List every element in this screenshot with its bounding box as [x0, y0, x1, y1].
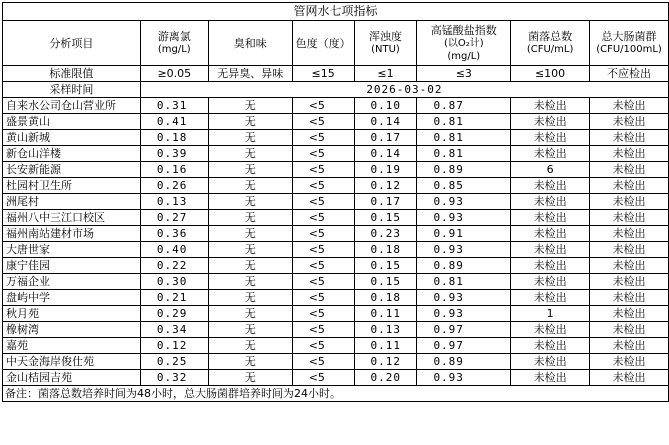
- table-row: [3, 178, 669, 194]
- table-row: [3, 370, 669, 386]
- footnote: 备注：菌落总数培养时间为48小时，总大肠菌群培养时间为24小时。: [3, 386, 669, 402]
- cell-permanganate: 0.93: [417, 194, 511, 210]
- cell-odor: 无: [208, 210, 292, 226]
- header-coliform-unit: (CFU/100mL): [596, 44, 662, 55]
- cell-permanganate: 0.85: [417, 178, 511, 194]
- header-permanganate-name: 高锰酸盐指数: [430, 23, 497, 37]
- cell-colony: 6: [511, 162, 590, 178]
- cell-chlorine: 0.30: [140, 274, 208, 290]
- cell-permanganate: 0.89: [417, 258, 511, 274]
- cell-site: 新仓山洋楼: [3, 146, 141, 162]
- standard-chlorine: ≥0.05: [140, 66, 208, 82]
- table-row: [3, 242, 669, 258]
- cell-colony: 未检出: [511, 338, 590, 354]
- cell-turbidity: 0.13: [354, 322, 417, 338]
- cell-permanganate: 0.93: [417, 306, 511, 322]
- cell-odor: 无: [208, 306, 292, 322]
- table-row: [3, 354, 669, 370]
- header-item: 分析项目: [3, 21, 141, 66]
- cell-permanganate: 0.91: [417, 226, 511, 242]
- cell-turbidity: 0.20: [354, 370, 417, 386]
- standard-turbidity: ≤1: [354, 66, 417, 82]
- cell-chlorine: 0.18: [140, 130, 208, 146]
- cell-coliform: 未检出: [590, 290, 669, 306]
- header-permanganate-basis: (以O₂计): [443, 37, 484, 49]
- cell-colony: 未检出: [511, 194, 590, 210]
- cell-turbidity: 0.11: [354, 338, 417, 354]
- cell-permanganate: 0.89: [417, 354, 511, 370]
- cell-coliform: 未检出: [590, 354, 669, 370]
- cell-coliform: 未检出: [590, 130, 669, 146]
- cell-chlorine: 0.12: [140, 338, 208, 354]
- table-row: [3, 98, 669, 114]
- cell-colony: 未检出: [511, 98, 590, 114]
- cell-colony: 1: [511, 306, 590, 322]
- header-odor: 臭和味: [208, 21, 292, 66]
- cell-turbidity: 0.15: [354, 274, 417, 290]
- cell-chlorine: 0.32: [140, 370, 208, 386]
- cell-color: <5: [292, 162, 354, 178]
- table-row: [3, 338, 669, 354]
- cell-colony: 未检出: [511, 274, 590, 290]
- cell-chlorine: 0.25: [140, 354, 208, 370]
- cell-odor: 无: [208, 178, 292, 194]
- header-chlorine-unit: (mg/L): [157, 44, 191, 55]
- cell-odor: 无: [208, 226, 292, 242]
- cell-permanganate: 0.89: [417, 162, 511, 178]
- header-turbidity-unit: (NTU): [371, 44, 400, 55]
- table-row: [3, 322, 669, 338]
- cell-turbidity: 0.15: [354, 258, 417, 274]
- data-rows: [3, 98, 669, 386]
- header-colony-name: 菌落总数: [528, 30, 573, 43]
- cell-coliform: 未检出: [590, 274, 669, 290]
- cell-color: <5: [292, 338, 354, 354]
- cell-coliform: 未检出: [590, 98, 669, 114]
- cell-site: 福州南站建材市场: [3, 226, 141, 242]
- header-colony: [511, 21, 590, 66]
- cell-color: <5: [292, 194, 354, 210]
- sampling-row: [3, 82, 669, 98]
- cell-chlorine: 0.34: [140, 322, 208, 338]
- cell-colony: 未检出: [511, 226, 590, 242]
- cell-permanganate: 0.93: [417, 242, 511, 258]
- standard-odor: 无异臭、异味: [208, 66, 292, 82]
- header-chlorine: [140, 21, 208, 66]
- cell-odor: 无: [208, 322, 292, 338]
- cell-chlorine: 0.41: [140, 114, 208, 130]
- cell-turbidity: 0.12: [354, 354, 417, 370]
- cell-color: <5: [292, 226, 354, 242]
- cell-site: 康宁佳园: [3, 258, 141, 274]
- cell-turbidity: 0.18: [354, 242, 417, 258]
- cell-site: 万福企业: [3, 274, 141, 290]
- cell-color: <5: [292, 274, 354, 290]
- cell-color: <5: [292, 146, 354, 162]
- cell-odor: 无: [208, 114, 292, 130]
- table-row: [3, 274, 669, 290]
- cell-odor: 无: [208, 162, 292, 178]
- cell-odor: 无: [208, 258, 292, 274]
- cell-odor: 无: [208, 146, 292, 162]
- cell-coliform: 未检出: [590, 338, 669, 354]
- cell-site: 大唐世家: [3, 242, 141, 258]
- cell-turbidity: 0.10: [354, 98, 417, 114]
- cell-coliform: 未检出: [590, 226, 669, 242]
- cell-odor: 无: [208, 338, 292, 354]
- cell-coliform: 未检出: [590, 370, 669, 386]
- cell-colony: 未检出: [511, 354, 590, 370]
- cell-odor: 无: [208, 354, 292, 370]
- cell-colony: 未检出: [511, 210, 590, 226]
- table-row: [3, 130, 669, 146]
- cell-turbidity: 0.14: [354, 146, 417, 162]
- cell-site: 自来水公司仓山营业所: [3, 98, 141, 114]
- cell-site: 杜园村卫生所: [3, 178, 141, 194]
- cell-odor: 无: [208, 98, 292, 114]
- cell-chlorine: 0.13: [140, 194, 208, 210]
- header-coliform-name: 总大肠菌群: [601, 30, 657, 43]
- cell-coliform: 未检出: [590, 178, 669, 194]
- header-permanganate: [417, 21, 511, 66]
- cell-chlorine: 0.22: [140, 258, 208, 274]
- table-row: [3, 210, 669, 226]
- standard-permanganate: ≤3: [417, 66, 511, 82]
- standard-row: [3, 66, 669, 82]
- table-row: [3, 114, 669, 130]
- cell-colony: 未检出: [511, 130, 590, 146]
- cell-turbidity: 0.12: [354, 178, 417, 194]
- cell-turbidity: 0.17: [354, 130, 417, 146]
- cell-site: 中天金海岸俊仕苑: [3, 354, 141, 370]
- header-chlorine-name: 游离氯: [157, 30, 191, 43]
- cell-site: 秋月苑: [3, 306, 141, 322]
- cell-odor: 无: [208, 370, 292, 386]
- sampling-label: 采样时间: [3, 82, 141, 98]
- cell-coliform: 未检出: [590, 258, 669, 274]
- cell-permanganate: 0.87: [417, 98, 511, 114]
- cell-color: <5: [292, 370, 354, 386]
- cell-colony: 未检出: [511, 178, 590, 194]
- note-row: [3, 386, 669, 402]
- cell-turbidity: 0.11: [354, 306, 417, 322]
- header-turbidity-name: 浑浊度: [368, 30, 402, 43]
- cell-coliform: 未检出: [590, 306, 669, 322]
- cell-site: 洲尾村: [3, 194, 141, 210]
- cell-color: <5: [292, 290, 354, 306]
- cell-chlorine: 0.40: [140, 242, 208, 258]
- table-row: [3, 226, 669, 242]
- cell-color: <5: [292, 354, 354, 370]
- header-turbidity: [354, 21, 417, 66]
- cell-site: 盛景黄山: [3, 114, 141, 130]
- cell-color: <5: [292, 306, 354, 322]
- cell-turbidity: 0.23: [354, 226, 417, 242]
- cell-colony: 未检出: [511, 290, 590, 306]
- standard-label: 标准限值: [3, 66, 141, 82]
- cell-color: <5: [292, 242, 354, 258]
- cell-permanganate: 0.81: [417, 146, 511, 162]
- cell-permanganate: 0.93: [417, 290, 511, 306]
- header-colony-unit: (CFU/mL): [526, 44, 574, 55]
- cell-odor: 无: [208, 290, 292, 306]
- cell-site: 盘屿中学: [3, 290, 141, 306]
- cell-turbidity: 0.17: [354, 194, 417, 210]
- cell-colony: 未检出: [511, 258, 590, 274]
- table-row: [3, 162, 669, 178]
- cell-coliform: 未检出: [590, 210, 669, 226]
- sampling-date: 2026-03-02: [140, 82, 668, 98]
- cell-odor: 无: [208, 130, 292, 146]
- table-row: [3, 306, 669, 322]
- cell-color: <5: [292, 114, 354, 130]
- cell-site: 福州八中三江口校区: [3, 210, 141, 226]
- cell-permanganate: 0.97: [417, 338, 511, 354]
- header-row: [3, 21, 669, 66]
- cell-chlorine: 0.36: [140, 226, 208, 242]
- title-row: [3, 3, 669, 21]
- cell-color: <5: [292, 130, 354, 146]
- cell-chlorine: 0.39: [140, 146, 208, 162]
- standard-colony: ≤100: [511, 66, 590, 82]
- cell-turbidity: 0.19: [354, 162, 417, 178]
- cell-permanganate: 0.81: [417, 274, 511, 290]
- table-title: 管网水七项指标: [3, 3, 669, 21]
- header-permanganate-unit: (mg/L): [447, 50, 481, 62]
- cell-chlorine: 0.31: [140, 98, 208, 114]
- cell-permanganate: 0.93: [417, 370, 511, 386]
- cell-turbidity: 0.18: [354, 290, 417, 306]
- cell-site: 金山桔园吉苑: [3, 370, 141, 386]
- cell-chlorine: 0.21: [140, 290, 208, 306]
- cell-colony: 未检出: [511, 114, 590, 130]
- table-row: [3, 194, 669, 210]
- cell-colony: 未检出: [511, 322, 590, 338]
- cell-coliform: 未检出: [590, 146, 669, 162]
- table-row: [3, 146, 669, 162]
- cell-coliform: 未检出: [590, 322, 669, 338]
- cell-odor: 无: [208, 274, 292, 290]
- cell-coliform: 未检出: [590, 194, 669, 210]
- cell-colony: 未检出: [511, 370, 590, 386]
- cell-permanganate: 0.81: [417, 130, 511, 146]
- standard-coliform: 不应检出: [590, 66, 669, 82]
- cell-coliform: 未检出: [590, 162, 669, 178]
- cell-permanganate: 0.81: [417, 114, 511, 130]
- cell-color: <5: [292, 322, 354, 338]
- cell-coliform: 未检出: [590, 114, 669, 130]
- cell-turbidity: 0.14: [354, 114, 417, 130]
- cell-color: <5: [292, 98, 354, 114]
- header-coliform: [590, 21, 669, 66]
- cell-color: <5: [292, 178, 354, 194]
- cell-colony: 未检出: [511, 242, 590, 258]
- table-row: [3, 258, 669, 274]
- cell-color: <5: [292, 258, 354, 274]
- cell-color: <5: [292, 210, 354, 226]
- cell-coliform: 未检出: [590, 242, 669, 258]
- standard-color: ≤15: [292, 66, 354, 82]
- header-color: 色度（度）: [292, 21, 354, 66]
- cell-site: 黄山新城: [3, 130, 141, 146]
- cell-permanganate: 0.97: [417, 322, 511, 338]
- table-row: [3, 290, 669, 306]
- cell-chlorine: 0.27: [140, 210, 208, 226]
- cell-colony: 未检出: [511, 146, 590, 162]
- cell-chlorine: 0.26: [140, 178, 208, 194]
- cell-chlorine: 0.29: [140, 306, 208, 322]
- cell-chlorine: 0.16: [140, 162, 208, 178]
- cell-permanganate: 0.93: [417, 210, 511, 226]
- cell-turbidity: 0.15: [354, 210, 417, 226]
- water-quality-table: [2, 2, 669, 402]
- cell-site: 嘉苑: [3, 338, 141, 354]
- cell-site: 橡树湾: [3, 322, 141, 338]
- cell-site: 长安新能源: [3, 162, 141, 178]
- cell-odor: 无: [208, 194, 292, 210]
- cell-odor: 无: [208, 242, 292, 258]
